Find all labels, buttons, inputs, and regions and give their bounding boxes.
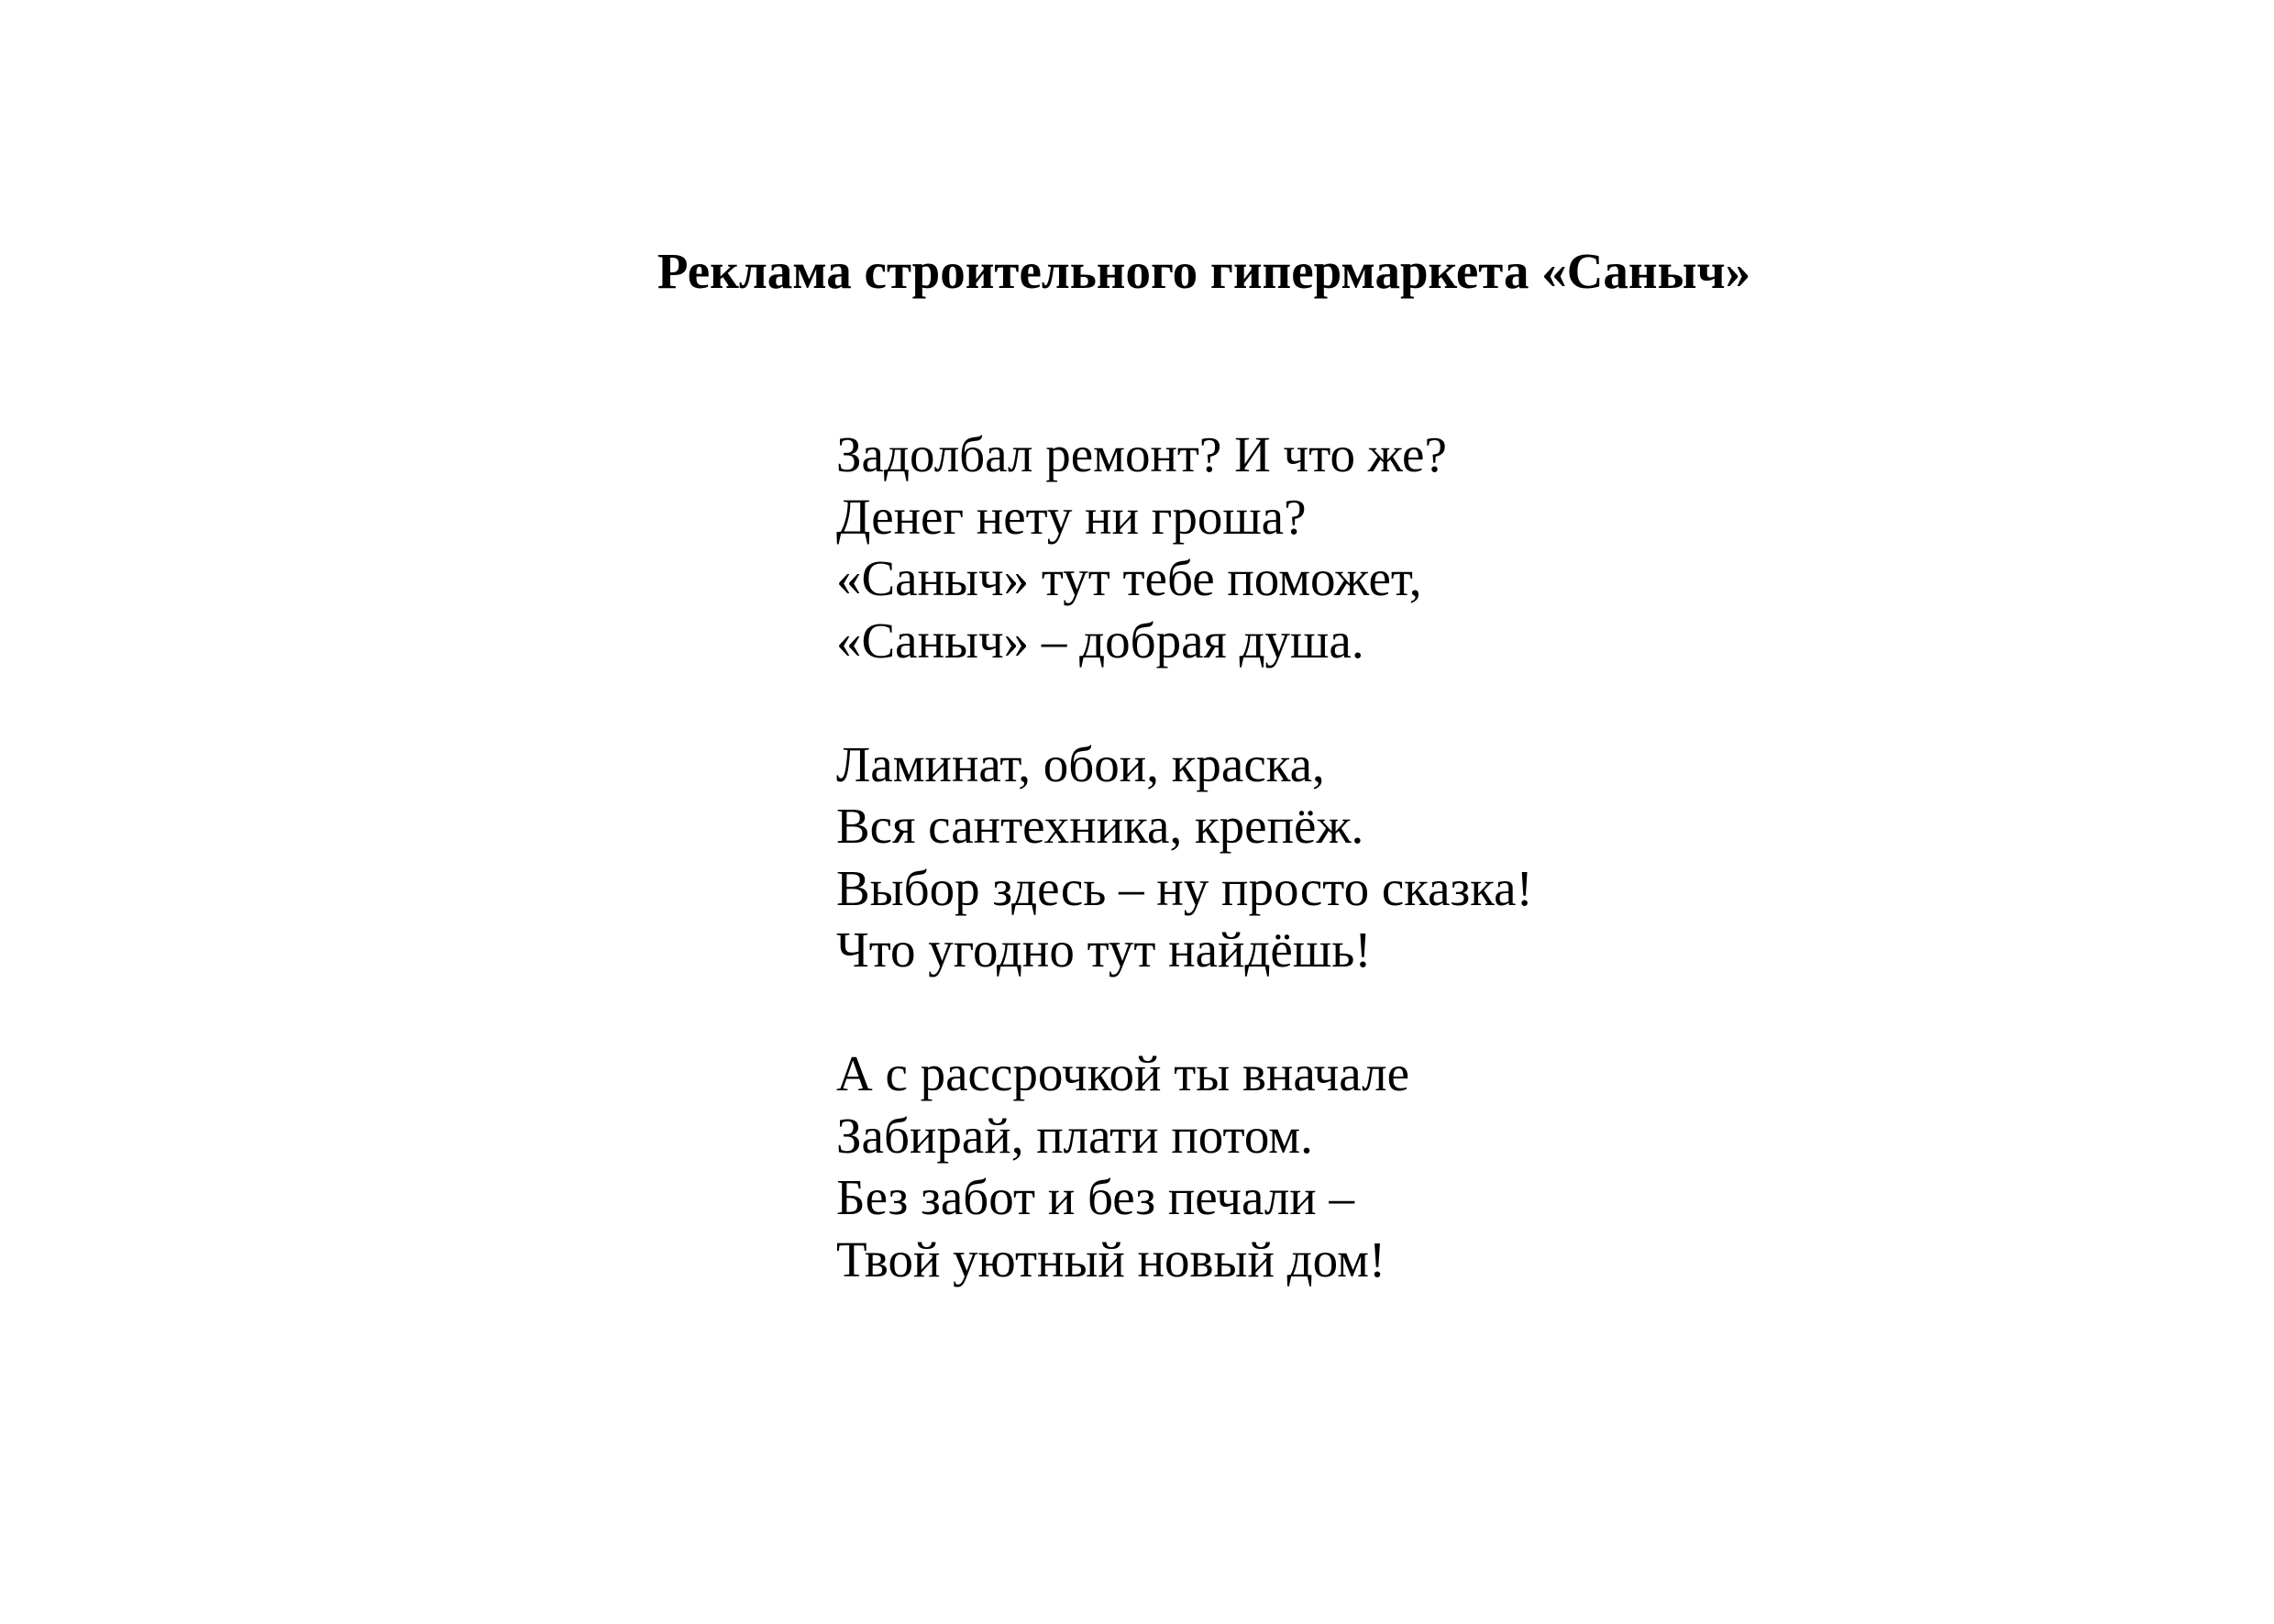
stanza-2 [836,734,1533,981]
stanza-1 [836,424,1533,671]
poem-line: «Саныч» – добрая душа. [836,612,1364,668]
poem-line: Твой уютный новый дом! [836,1231,1386,1287]
poem-line: Задолбал ремонт? И что же? [836,426,1447,482]
poem-line: Без забот и без печали – [836,1169,1354,1225]
poem-line: Выбор здесь – ну просто сказка! [836,859,1533,916]
poem-line: «Саныч» тут тебе поможет, [836,550,1422,606]
poem-line: Вся сантехника, крепёж. [836,798,1364,854]
poem [836,424,1533,1290]
stanza-3 [836,1043,1533,1290]
poem-line: Что угодно тут найдёшь! [836,922,1372,978]
poem-line: Забирай, плати потом. [836,1107,1313,1164]
poem-line: А с рассрочкой ты вначале [836,1045,1409,1101]
document-title: Реклама строительного гипермаркета «Саныч» [657,243,1751,299]
poem-line: Денег нету ни гроша? [836,488,1307,545]
poem-line: Ламинат, обои, краска, [836,735,1325,792]
